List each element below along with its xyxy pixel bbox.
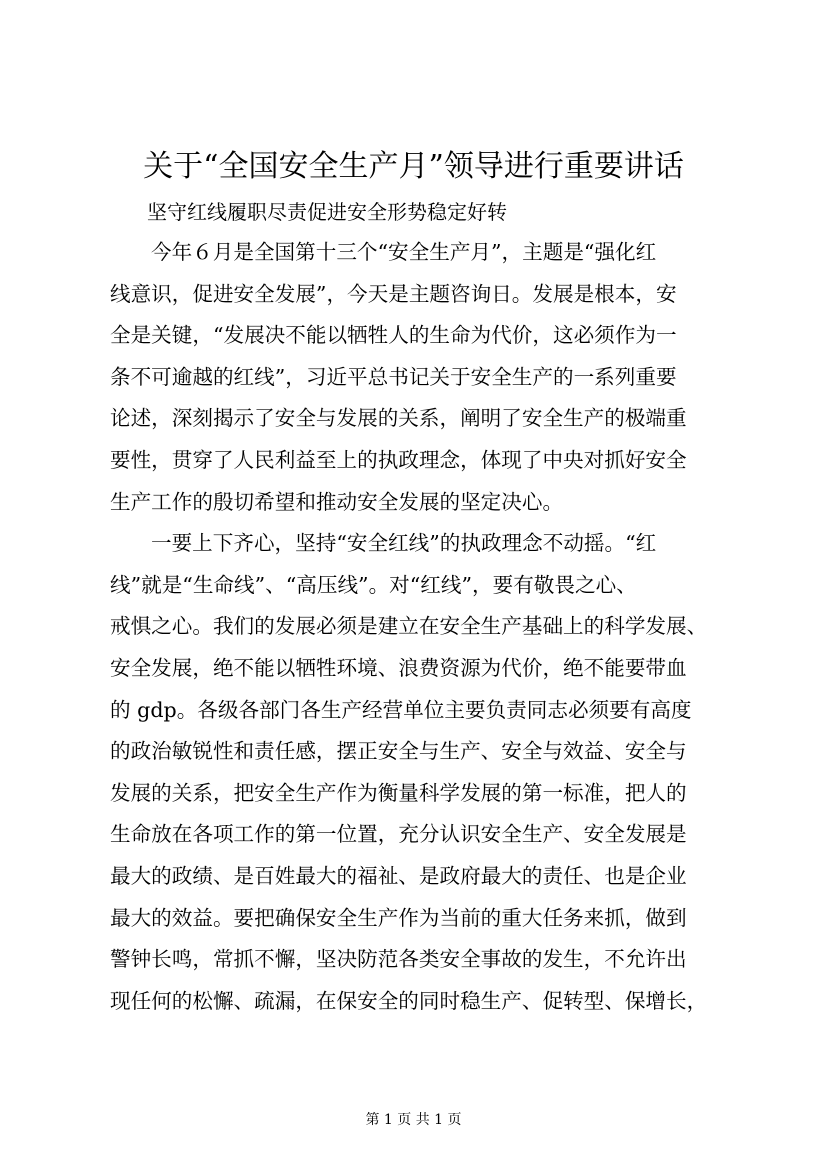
paragraph-2-line-10: 最大的效益。要把确保安全生产作为当前的重大任务来抓，做到 <box>110 905 687 930</box>
paragraph-1-line-1: 今年６月是全国第十三个“安全生产月”，主题是“强化红 <box>151 240 657 264</box>
paragraph-2-line-11: 警钟长鸣，常抓不懈，坚决防范各类安全事故的发生，不允许出 <box>110 947 687 972</box>
paragraph-1-line-4: 条不可逾越的红线”，习近平总书记关于安全生产的一系列重要 <box>110 364 677 389</box>
paragraph-2-line-4: 安全发展，绝不能以牺牲环境、浪费资源为代价，绝不能要带血 <box>110 655 687 680</box>
paragraph-1-line-7: 生产工作的殷切希望和推动安全发展的坚定决心。 <box>110 489 564 514</box>
paragraph-1-line-2: 线意识，促进安全发展”，今天是主题咨询日。发展是根本，安 <box>110 281 677 306</box>
paragraph-2-line-7: 发展的关系，把安全生产作为衡量科学发展的第一标准，把人的 <box>110 780 687 805</box>
page-footer: 第 1 页 共 1 页 <box>365 1112 462 1128</box>
paragraph-2-line-5: 的 gdp。各级各部门各生产经营单位主要负责同志必须要有高度 <box>110 697 692 722</box>
body-text <box>110 232 722 1022</box>
paragraph-1-line-3: 全是关键，“发展决不能以牺牲人的生命为代价，这必须作为一 <box>110 323 677 348</box>
page-title: 关于“全国安全生产月”领导进行重要讲话 <box>143 149 684 184</box>
page-subtitle: 坚守红线履职尽责促进安全形势稳定好转 <box>147 200 507 224</box>
paragraph-2-line-8: 生命放在各项工作的第一位置，充分认识安全生产、安全发展是 <box>110 822 687 847</box>
paragraph-1-line-6: 要性，贯穿了人民利益至上的执政理念，体现了中央对抓好安全 <box>110 447 687 472</box>
paragraph-2-line-3: 戒惧之心。我们的发展必须是建立在安全生产基础上的科学发展、 <box>110 614 708 639</box>
paragraph-1-line-5: 论述，深刻揭示了安全与发展的关系，阐明了安全生产的极端重 <box>110 406 687 431</box>
paragraph-2-line-9: 最大的政绩、是百姓最大的福祉、是政府最大的责任、也是企业 <box>110 863 687 888</box>
paragraph-2-line-1: 一要上下齐心，坚持“安全红线”的执政理念不动摇。“红 <box>151 531 657 556</box>
paragraph-2-line-6: 的政治敏锐性和责任感，摆正安全与生产、安全与效益、安全与 <box>110 739 687 764</box>
paragraph-2-line-2: 线”就是“生命线”、“高压线”。对“红线”，要有敬畏之心、 <box>110 572 637 597</box>
paragraph-2-line-12: 现任何的松懈、疏漏，在保安全的同时稳生产、促转型、保增长， <box>110 988 708 1013</box>
